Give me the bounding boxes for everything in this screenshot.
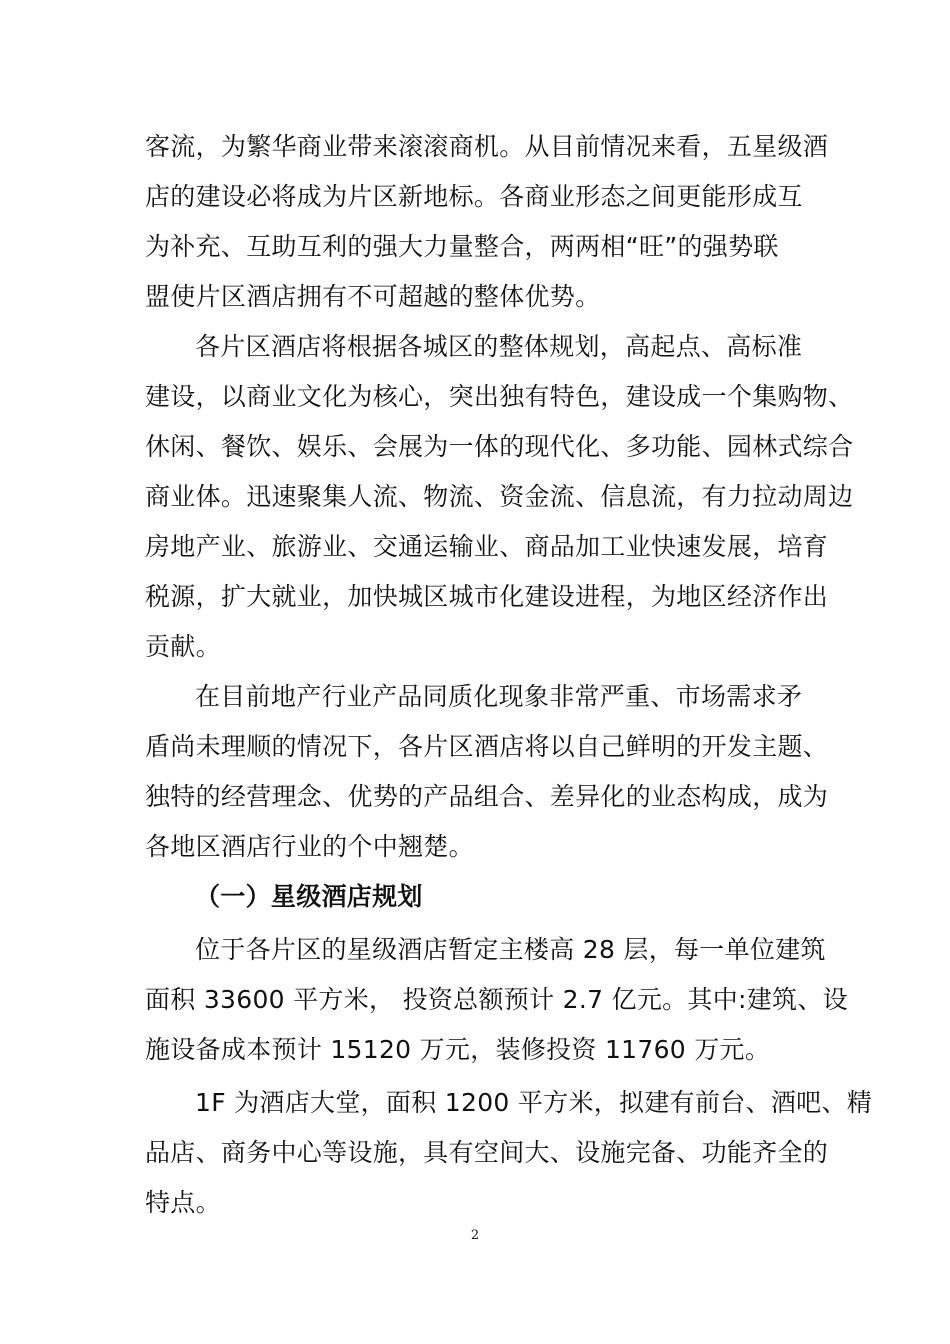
text-line: 客流，为繁华商业带来滚滚商机。从目前情况来看，五星级酒 [145,132,829,161]
text-line: 税源，扩大就业，加快城区城市化建设进程，为地区经济作出 [145,582,829,611]
text-line: 盾尚未理顺的情况下，各片区酒店将以自己鲜明的开发主题、 [145,732,829,761]
text-line: 独特的经营理念、优势的产品组合、差异化的业态构成，成为 [145,782,829,811]
paragraph-3 [145,672,829,872]
text-line: 商业体。迅速聚集人流、物流、资金流、信息流，有力拉动周边 [145,482,854,511]
text-line: 房地产业、旅游业、交通运输业、商品加工业快速发展，培育 [145,532,829,561]
text-line: 店的建设必将成为片区新地标。各商业形态之间更能形成互 [145,182,803,211]
text-line: 品店、商务中心等设施，具有空间大、设施完备、功能齐全的 [145,1138,829,1167]
text-line: 各片区酒店将根据各城区的整体规划，高起点、高标准 [195,332,803,361]
text-line: 休闲、餐饮、娱乐、会展为一体的现代化、多功能、园林式综合 [145,432,854,461]
heading-text: （一）星级酒店规划 [195,882,423,911]
text-line: 为补充、互助互利的强大力量整合，两两相“旺”的强势联 [145,232,779,261]
document-page [145,122,873,1228]
text-line: 面积 33600 平方米， 投资总额预计 2.7 亿元。其中:建筑、设 [145,985,848,1014]
text-line: 施设备成本预计 15120 万元，装修投资 11760 万元。 [145,1035,771,1064]
text-line: 各地区酒店行业的个中翘楚。 [145,832,474,861]
paragraph-1 [145,122,829,322]
text-line: 1F 为酒店大堂，面积 1200 平方米，拟建有前台、酒吧、精 [195,1088,873,1117]
paragraph-5 [145,1078,873,1228]
text-line: 在目前地产行业产品同质化现象非常严重、市场需求矛 [195,682,803,711]
text-line: 盟使片区酒店拥有不可超越的整体优势。 [145,282,601,311]
paragraph-4 [145,925,848,1075]
text-line: 位于各片区的星级酒店暂定主楼高 28 层，每一单位建筑 [195,935,826,964]
text-line: 贡献。 [145,632,221,661]
page-number: 2 [470,1228,480,1243]
text-line: 建设，以商业文化为核心，突出独有特色，建设成一个集购物、 [145,382,854,411]
section-heading [145,872,825,922]
paragraph-2 [145,322,854,672]
text-line: 特点。 [145,1188,221,1217]
